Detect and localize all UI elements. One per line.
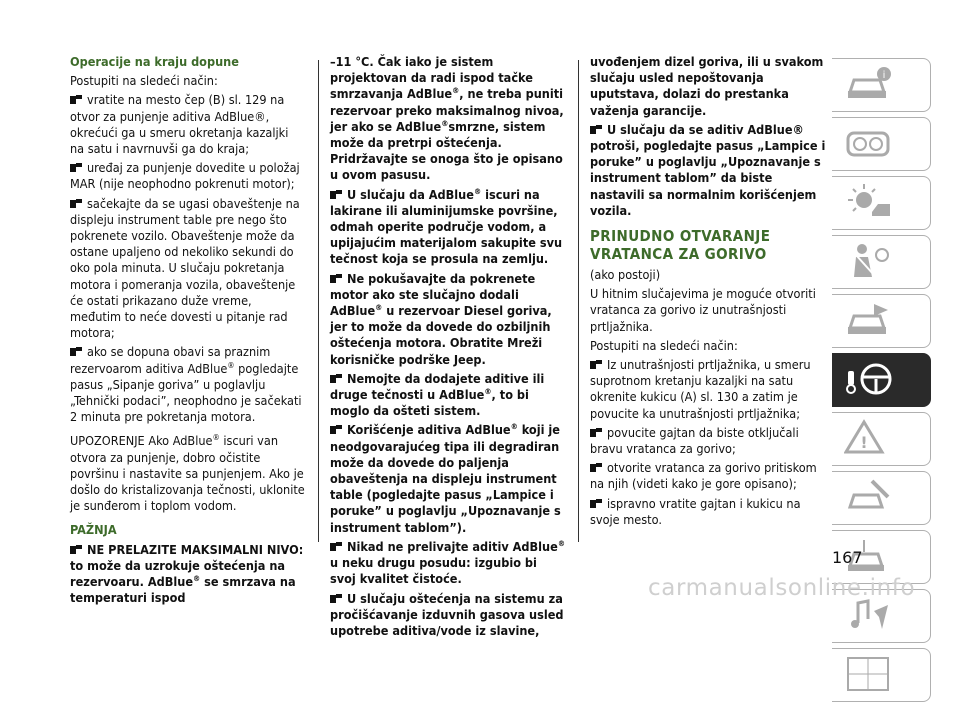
caution-item: Ne pokušavajte da pokrenete motor ako ste slučajno dodali AdBlue® u rezervoar Diesel goriva, jer to može da dovede do ozbiljnih oštećenja motora. Obratite Mreži korisničke podrške Jeep. xyxy=(330,270,552,367)
bullet-item: sačekajte da se ugasi obaveštenje na displeju instrument table pre nego što pokrenete vozilo. Obaveštenje može da ostane upaljeno od nekoliko sekundi do oko pola minuta. U slučaju pokretanja motora i pomeranja vozila, obaveštenje će ostati prikazano duže vreme, međutim to neće dovesti u pitanje rad motora; xyxy=(70,195,300,341)
tab-warnings[interactable] xyxy=(832,412,931,466)
section-title: PRINUDNO OTVARANJE VRATANCA ZA GORIVO xyxy=(590,227,771,264)
caution-paragraph: –11 °C. Čak iako je sistem projektovan da radi ispod tačke smrzavanja AdBlue®, ne treba puniti rezervoar preko maksimalnog nivoa, jer ako se AdBlue®smrzne, sistem može da pretrpi oštećenja. Pridržavajte se onoga što je opisano u ovom pasusu. xyxy=(330,54,564,183)
warning-triangle-icon xyxy=(844,418,894,458)
watermark-text: carmanualsonline.info xyxy=(648,575,916,601)
warning-paragraph: UPOZORENJE Ako AdBlue® iscuri van otvora za punjenje, dobro očistite površinu i nastavite sa punjenjem. Ako je došlo do kristalizovanja tečnosti, uklonite je sunđerom i toplom vodom. xyxy=(70,433,305,514)
bullet-icon xyxy=(70,545,84,554)
bullet-item: Iz unutrašnjosti prtljažnika, u smeru suprotnom kretanju kazaljki na satu okrenite kukicu (A) sl. 130 a zatim je povucite ka unutrašnjosti prtljažnika; xyxy=(590,357,811,421)
bullet-icon xyxy=(70,95,84,104)
dashboard-icon xyxy=(844,123,894,163)
paragraph: Postupiti na sledeći način: xyxy=(70,73,218,89)
column-divider xyxy=(318,60,319,542)
paragraph: Postupiti na sledeći način: xyxy=(590,337,738,353)
car-info-icon xyxy=(844,64,894,104)
text-column-2 xyxy=(330,54,565,642)
caution-item: U slučaju oštećenja na sistemu za pročišćavanje izduvnih gasova usled upotrebe aditiva/vode iz slavine, xyxy=(330,590,564,638)
bullet-icon xyxy=(330,425,344,434)
caution-item: U slučaju da AdBlue® iscuri na lakirane ili aluminijumske površine, odmah operite područje vodom, a upijajućim materijalom sakupite svu tečnost koja se prosula na zemlju. xyxy=(330,186,563,267)
caution-item: U slučaju da se aditiv AdBlue® potroši, pogledajte pasus „Lampice i poruke” u poglavlju „Upoznavanje s instrument tablom” da biste nastavili sa normalnim korišćenjem vozila. xyxy=(590,121,826,218)
caution-item: Korišćenje aditiva AdBlue® koji je neodgovarajućeg tipa ili degradiran može da dovede do paljenja obaveštenja na displeju instrument table (pogledajte pasus „Lampice i poruke” u poglavlju „Upoznavanje s instrument tablom”). xyxy=(330,422,561,535)
bullet-icon xyxy=(590,499,604,508)
bullet-icon xyxy=(590,463,604,472)
music-nav-icon xyxy=(844,595,894,635)
bullet-item: vratite na mesto čep (B) sl. 129 na otvor za punjenje aditiva AdBlue®, okrećući ga u smeru okretanja kazaljki na satu i navrnuvši ga do kraja; xyxy=(70,92,289,157)
tab-car-info[interactable] xyxy=(832,58,931,112)
caution-item: Nikad ne prelivajte aditiv AdBlue® u neku drugu posudu: izgubio bi svoj kvalitet čistoće. xyxy=(330,538,566,587)
caution-heading: PAŽNJA xyxy=(70,522,117,538)
bullet-icon xyxy=(70,199,84,208)
key-steering-wheel-icon xyxy=(844,359,894,399)
column-divider xyxy=(578,60,579,542)
text-column-3 xyxy=(590,54,826,531)
page-number: 167 xyxy=(832,548,863,567)
sun-lights-icon xyxy=(844,182,894,222)
bullet-icon xyxy=(590,428,604,437)
subtitle: (ako postoji) xyxy=(590,267,661,283)
paragraph: U hitnim slučajevima je moguće otvoriti vratanca za gorivo iz unutrašnjosti prtljažnika. xyxy=(590,286,816,334)
svg-text:i: i xyxy=(882,70,886,81)
tab-index[interactable] xyxy=(832,648,931,702)
bullet-item: povucite gajtan da biste otključali bravu vratanca za gorivo; xyxy=(590,424,799,457)
bullet-item: uređaj za punjenje dovedite u položaj MAR (nije neophodno pokrenuti motor); xyxy=(70,160,300,192)
chapter-tabs xyxy=(832,58,932,707)
tab-emergency-active[interactable] xyxy=(832,353,931,407)
svg-text:!: ! xyxy=(860,433,868,452)
bullet-icon xyxy=(330,274,344,283)
bullet-item: ispravno vratite gajtan i kukicu na svoje mesto. xyxy=(590,495,801,527)
bullet-icon xyxy=(590,125,604,134)
car-start-icon xyxy=(844,300,894,340)
bullet-item: otvorite vratanca za gorivo pritiskom na njih (videti kako je gore opisano); xyxy=(590,460,817,492)
caution-item: NE PRELAZITE MAKSIMALNI NIVO: to može da uzrokuje oštećenja na rezervoaru. AdBlue® se smrzava na temperaturi ispod xyxy=(70,541,304,606)
bullet-icon xyxy=(590,360,604,369)
bullet-icon xyxy=(330,594,344,603)
bullet-icon xyxy=(330,190,344,199)
caution-paragraph: uvođenjem dizel goriva, ili u svakom slučaju usled nepoštovanja uputstava, dolazi do prestanka važenja garancije. xyxy=(590,54,824,118)
bullet-icon xyxy=(330,542,344,551)
text-column-1 xyxy=(70,54,306,610)
seatbelt-safety-icon xyxy=(844,241,894,281)
alphabetical-index-icon xyxy=(844,654,894,694)
bullet-item: ako se dopuna obavi sa praznim rezervoarom aditiva AdBlue® pogledajte pasus „Sipanje goriva” u poglavlju „Tehnički podaci”, neophodno je sačekati 2 minuta pre pokretanja motora. xyxy=(70,344,302,425)
bullet-icon xyxy=(70,347,84,356)
tab-starting[interactable] xyxy=(832,294,931,348)
bullet-icon xyxy=(330,374,344,383)
wrench-car-icon xyxy=(844,477,894,517)
tab-lights[interactable] xyxy=(832,176,931,230)
tab-safety[interactable] xyxy=(832,235,931,289)
tab-maintenance[interactable] xyxy=(832,471,931,525)
caution-item: Nemojte da dodajete aditive ili druge tečnosti u AdBlue®, to bi moglo da ošteti sistem. xyxy=(330,370,545,419)
bullet-icon xyxy=(70,163,84,172)
section-heading: Operacije na kraju dopune xyxy=(70,54,239,69)
tab-dashboard[interactable] xyxy=(832,117,931,171)
